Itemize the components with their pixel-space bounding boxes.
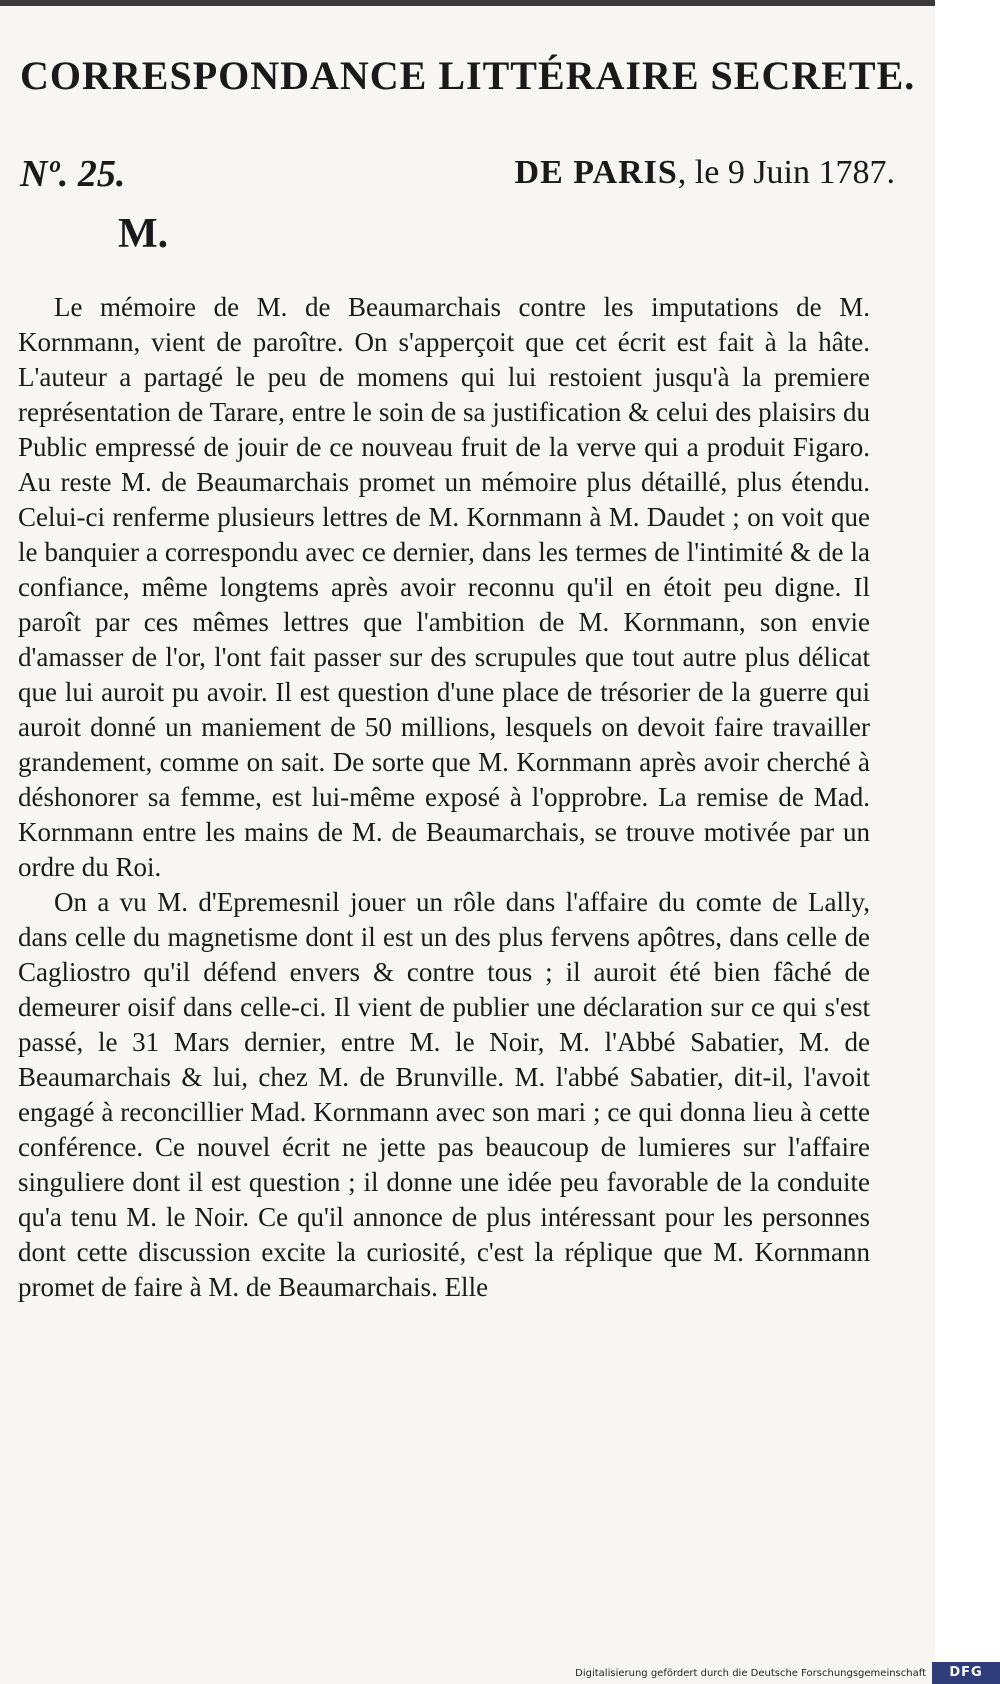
dateline bbox=[515, 154, 895, 192]
issue-line bbox=[20, 152, 915, 200]
digitization-credit: Digitalisierung gefördert durch die Deutsche Forschungsgemeinschaft bbox=[575, 1668, 926, 1679]
page-top-rule bbox=[0, 0, 935, 6]
dateline-date: , le 9 Juin 1787. bbox=[677, 154, 895, 191]
article-body bbox=[18, 290, 870, 1305]
salutation: M. bbox=[118, 211, 169, 257]
dateline-city: DE PARIS bbox=[514, 154, 678, 191]
issue-number: Nº. 25. bbox=[20, 153, 126, 195]
journal-title: CORRESPONDANCE LITTÉRAIRE SECRETE. bbox=[20, 53, 916, 98]
paragraph-epremesnil: On a vu M. d'Epremesnil jouer un rôle dans l'affaire du comte de Lally, dans celle du magnetisme dont il est un des plus fervens apôtres, dans celle de Cagliostro qu'il défend envers & contre tous ; il auroit été bien fâché de demeurer oisif dans celle-ci. Il vient de publier une déclaration sur ce qui s'est passé, le 31 Mars dernier, entre M. le Noir, M. l'Abbé Sabatier, M. de Beaumarchais & lui, chez M. de Brunville. M. l'abbé Sabatier, dit-il, l'avoit engagé à reconcillier Mad. Kornmann avec son mari ; ce qui donna lieu à cette conférence. Ce nouvel écrit ne jette pas beaucoup de lumieres sur l'affaire singuliere dont il est question ; il donne une idée peu favorable de la conduite qu'a tenu M. le Noir. Ce qu'il annonce de plus intéressant pour les personnes dont cette discussion excite la curiosité, c'est la réplique que M. Kornmann promet de faire à M. de Beaumarchais. Elle bbox=[18, 887, 870, 1302]
paragraph-beaumarchais-memoire: Le mémoire de M. de Beaumarchais contre les imputations de M. Kornmann, vient de paroître. On s'apperçoit que cet écrit est fait à la hâte. L'auteur a partagé le peu de momens qui lui restoient jusqu'à la premiere représentation de Tarare, entre le soin de sa justification & celui des plaisirs du Public empressé de jouir de ce nouveau fruit de la verve qui a produit Figaro. Au reste M. de Beaumarchais promet un mémoire plus détaillé, plus étendu. Celui-ci renferme plusieurs lettres de M. Kornmann à M. Daudet ; on voit que le banquier a correspondu avec ce dernier, dans les termes de l'intimité & de la confiance, même longtems après avoir reconnu qu'il en étoit peu digne. Il paroît par ces mêmes lettres que l'ambition de M. Kornmann, son envie d'amasser de l'or, l'ont fait passer sur des scrupules que tout autre plus délicat que lui auroit pu avoir. Il est question d'une place de trésorier de la guerre qui auroit donné un maniement de 50 millions, lesquels on devoit faire travailler grandement, comme on sait. De sorte que M. Kornmann après avoir cherché à déshonorer sa femme, est lui-même exposé à l'opprobre. La remise de Mad. Kornmann entre les mains de M. de Beaumarchais, se trouve motivée par un ordre du Roi. bbox=[18, 292, 870, 882]
dfg-logo: DFG bbox=[932, 1662, 1000, 1684]
